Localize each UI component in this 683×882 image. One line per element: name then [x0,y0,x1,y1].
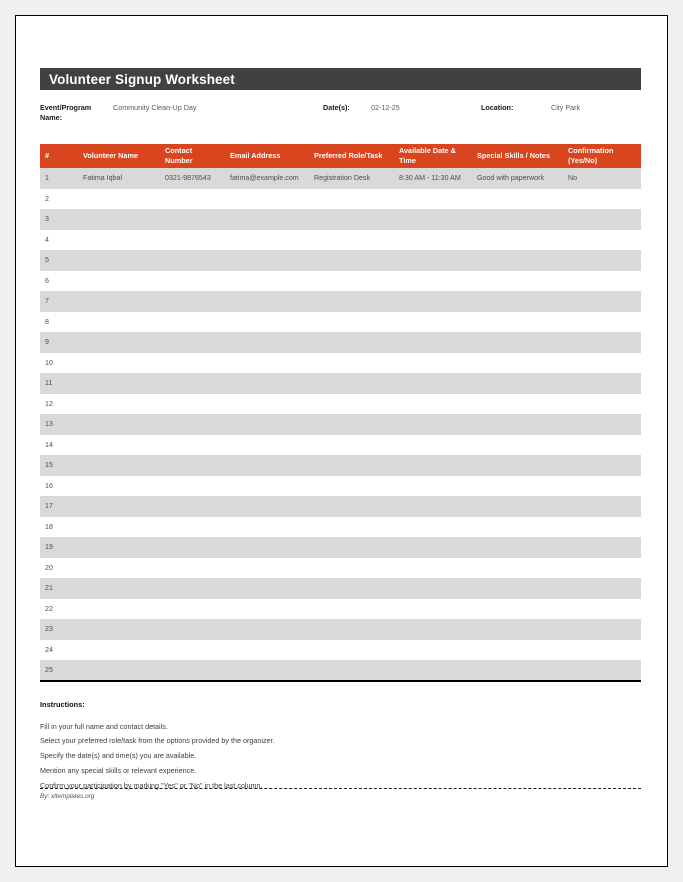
cell-preferred-role[interactable] [309,394,394,415]
cell-preferred-role[interactable] [309,496,394,517]
cell-preferred-role[interactable] [309,455,394,476]
cell-preferred-role[interactable] [309,619,394,640]
cell-email-address[interactable] [225,599,309,620]
cell-email-address[interactable] [225,291,309,312]
page-title: Volunteer Signup Worksheet [49,71,235,87]
cell-email-address[interactable] [225,353,309,374]
cell-special-skills[interactable] [472,250,563,271]
cell-contact-number[interactable] [160,312,225,333]
instruction-line: Confirm your participation by marking "Yes" or "No" in the last column. [40,780,263,790]
cell-special-skills[interactable] [472,373,563,394]
cell-special-skills[interactable] [472,496,563,517]
cell-contact-number[interactable] [160,537,225,558]
cell-confirmation[interactable] [563,209,641,230]
cell-email-address[interactable] [225,558,309,579]
table-row[interactable] [40,578,641,599]
table-row[interactable] [40,660,641,681]
cell-available-time[interactable] [394,414,472,435]
cell-row-number[interactable]: 16 [40,476,78,497]
table-row[interactable] [40,189,641,210]
column-header-volunteer-name: Volunteer Name [78,144,160,168]
column-header-number: # [40,144,78,168]
cell-special-skills[interactable] [472,291,563,312]
table-row[interactable] [40,599,641,620]
cell-contact-number[interactable] [160,230,225,251]
cell-special-skills[interactable] [472,271,563,292]
cell-email-address[interactable] [225,435,309,456]
cell-preferred-role[interactable] [309,271,394,292]
cell-available-time[interactable] [394,271,472,292]
table-row[interactable] [40,496,641,517]
cell-volunteer-name[interactable] [78,517,160,538]
table-row[interactable] [40,517,641,538]
cell-volunteer-name[interactable] [78,353,160,374]
cell-confirmation[interactable] [563,332,641,353]
cell-special-skills[interactable] [472,476,563,497]
cell-available-time[interactable] [394,455,472,476]
cell-available-time[interactable] [394,640,472,661]
cell-available-time[interactable] [394,578,472,599]
table-row[interactable] [40,414,641,435]
footer-divider [40,788,641,789]
instructions-heading: Instructions: [40,699,85,709]
cell-available-time[interactable] [394,558,472,579]
cell-confirmation[interactable]: No [563,168,641,189]
cell-email-address[interactable] [225,619,309,640]
cell-volunteer-name[interactable] [78,209,160,230]
cell-preferred-role[interactable] [309,209,394,230]
cell-confirmation[interactable] [563,230,641,251]
location-value[interactable]: City Park [551,103,581,112]
cell-confirmation[interactable] [563,312,641,333]
cell-special-skills[interactable] [472,353,563,374]
cell-contact-number[interactable] [160,353,225,374]
cell-special-skills[interactable] [472,455,563,476]
cell-email-address[interactable] [225,455,309,476]
cell-volunteer-name[interactable] [78,435,160,456]
cell-row-number[interactable]: 7 [40,291,78,312]
cell-preferred-role[interactable] [309,332,394,353]
cell-row-number[interactable]: 5 [40,250,78,271]
cell-confirmation[interactable] [563,619,641,640]
cell-volunteer-name[interactable] [78,455,160,476]
cell-volunteer-name[interactable] [78,660,160,681]
cell-email-address[interactable] [225,578,309,599]
cell-special-skills[interactable] [472,332,563,353]
cell-available-time[interactable] [394,435,472,456]
table-row[interactable] [40,476,641,497]
cell-confirmation[interactable] [563,455,641,476]
cell-contact-number[interactable] [160,455,225,476]
cell-volunteer-name[interactable] [78,537,160,558]
event-name-value[interactable]: Community Clean-Up Day [113,103,197,112]
table-row[interactable] [40,558,641,579]
event-name-label: Event/Program Name: [40,103,92,123]
cell-volunteer-name[interactable] [78,189,160,210]
cell-contact-number[interactable] [160,394,225,415]
cell-available-time[interactable] [394,209,472,230]
footer-credit: By: xltemplates.org [40,793,95,800]
cell-volunteer-name[interactable] [78,250,160,271]
cell-confirmation[interactable] [563,496,641,517]
cell-email-address[interactable] [225,230,309,251]
cell-available-time[interactable] [394,353,472,374]
instructions-section [40,700,641,792]
cell-available-time[interactable] [394,537,472,558]
cell-email-address[interactable] [225,394,309,415]
cell-row-number[interactable]: 15 [40,455,78,476]
table-row[interactable] [40,312,641,333]
cell-contact-number[interactable] [160,209,225,230]
cell-available-time[interactable] [394,394,472,415]
cell-available-time[interactable]: 8:30 AM - 11:30 AM [394,168,472,189]
cell-available-time[interactable] [394,660,472,681]
cell-email-address[interactable] [225,640,309,661]
cell-special-skills[interactable] [472,640,563,661]
cell-contact-number[interactable] [160,373,225,394]
column-header-special-skills: Special Skills / Notes [472,144,563,168]
cell-email-address[interactable] [225,660,309,681]
table-row[interactable] [40,209,641,230]
table-row[interactable] [40,455,641,476]
cell-available-time[interactable] [394,189,472,210]
cell-row-number[interactable]: 25 [40,660,78,681]
cell-confirmation[interactable] [563,435,641,456]
cell-preferred-role[interactable] [309,558,394,579]
cell-confirmation[interactable] [563,271,641,292]
cell-contact-number[interactable] [160,517,225,538]
cell-confirmation[interactable] [563,476,641,497]
cell-preferred-role[interactable] [309,312,394,333]
cell-confirmation[interactable] [563,660,641,681]
cell-row-number[interactable]: 4 [40,230,78,251]
page-footer [40,788,641,800]
cell-special-skills[interactable]: Good with paperwork [472,168,563,189]
cell-preferred-role[interactable] [309,353,394,374]
cell-contact-number[interactable] [160,332,225,353]
cell-row-number[interactable]: 12 [40,394,78,415]
cell-contact-number[interactable] [160,496,225,517]
cell-preferred-role[interactable] [309,476,394,497]
cell-special-skills[interactable] [472,189,563,210]
table-header-row [40,144,641,168]
cell-preferred-role[interactable] [309,640,394,661]
cell-volunteer-name[interactable] [78,619,160,640]
dates-label: Date(s): [323,103,350,112]
cell-row-number[interactable]: 10 [40,353,78,374]
cell-email-address[interactable] [225,537,309,558]
cell-preferred-role[interactable] [309,435,394,456]
cell-contact-number[interactable] [160,599,225,620]
cell-preferred-role[interactable] [309,189,394,210]
cell-email-address[interactable] [225,189,309,210]
instruction-line: Mention any special skills or relevant experience. [40,765,197,775]
cell-volunteer-name[interactable] [78,373,160,394]
cell-preferred-role[interactable] [309,517,394,538]
cell-email-address[interactable] [225,312,309,333]
cell-volunteer-name[interactable] [78,394,160,415]
cell-preferred-role[interactable] [309,373,394,394]
cell-confirmation[interactable] [563,537,641,558]
volunteer-table [40,144,641,682]
worksheet-page [15,15,668,867]
table-row[interactable] [40,271,641,292]
cell-preferred-role[interactable] [309,291,394,312]
cell-email-address[interactable] [225,271,309,292]
cell-row-number[interactable]: 19 [40,537,78,558]
cell-email-address[interactable]: fatima@example.com [225,168,309,189]
column-header-email-address: Email Address [225,144,309,168]
cell-available-time[interactable] [394,291,472,312]
cell-special-skills[interactable] [472,599,563,620]
document-title-bar [40,68,641,90]
instruction-line: Specify the date(s) and time(s) you are available. [40,751,197,761]
cell-confirmation[interactable] [563,640,641,661]
cell-email-address[interactable] [225,373,309,394]
instruction-line: Fill in your full name and contact details. [40,721,168,731]
dates-value[interactable]: 02-12-25 [371,103,400,112]
cell-email-address[interactable] [225,476,309,497]
volunteer-table-body [40,168,641,681]
cell-special-skills[interactable] [472,414,563,435]
cell-confirmation[interactable] [563,517,641,538]
cell-email-address[interactable] [225,414,309,435]
cell-volunteer-name[interactable] [78,312,160,333]
cell-row-number[interactable]: 9 [40,332,78,353]
table-row[interactable] [40,291,641,312]
cell-confirmation[interactable] [563,599,641,620]
cell-preferred-role[interactable]: Registration Desk [309,168,394,189]
cell-row-number[interactable]: 14 [40,435,78,456]
cell-confirmation[interactable] [563,578,641,599]
cell-special-skills[interactable] [472,558,563,579]
cell-preferred-role[interactable] [309,537,394,558]
cell-available-time[interactable] [394,517,472,538]
cell-volunteer-name[interactable] [78,578,160,599]
cell-available-time[interactable] [394,332,472,353]
table-row[interactable] [40,332,641,353]
cell-preferred-role[interactable] [309,414,394,435]
table-row[interactable] [40,619,641,640]
cell-volunteer-name[interactable]: Fatima Iqbal [78,168,160,189]
cell-row-number[interactable]: 11 [40,373,78,394]
event-meta-row [40,103,641,133]
cell-email-address[interactable] [225,332,309,353]
cell-preferred-role[interactable] [309,660,394,681]
cell-available-time[interactable] [394,230,472,251]
cell-available-time[interactable] [394,496,472,517]
cell-volunteer-name[interactable] [78,476,160,497]
table-row[interactable] [40,435,641,456]
cell-row-number[interactable]: 6 [40,271,78,292]
cell-volunteer-name[interactable] [78,496,160,517]
cell-available-time[interactable] [394,599,472,620]
cell-contact-number[interactable] [160,660,225,681]
cell-confirmation[interactable] [563,189,641,210]
cell-special-skills[interactable] [472,619,563,640]
cell-volunteer-name[interactable] [78,599,160,620]
column-header-preferred-role: Preferred Role/Task [309,144,394,168]
cell-confirmation[interactable] [563,291,641,312]
table-row[interactable] [40,640,641,661]
cell-contact-number[interactable] [160,578,225,599]
cell-confirmation[interactable] [563,353,641,374]
cell-volunteer-name[interactable] [78,230,160,251]
cell-row-number[interactable]: 23 [40,619,78,640]
cell-special-skills[interactable] [472,517,563,538]
instruction-line: Select your preferred role/task from the options provided by the organizer. [40,736,275,746]
column-header-contact-number: Contact Number [160,144,225,168]
table-row[interactable] [40,394,641,415]
table-row[interactable] [40,250,641,271]
cell-contact-number[interactable] [160,271,225,292]
cell-contact-number[interactable] [160,640,225,661]
cell-row-number[interactable]: 22 [40,599,78,620]
cell-confirmation[interactable] [563,558,641,579]
cell-row-number[interactable]: 24 [40,640,78,661]
cell-confirmation[interactable] [563,250,641,271]
instructions-list [40,722,641,792]
cell-row-number[interactable]: 13 [40,414,78,435]
cell-special-skills[interactable] [472,394,563,415]
cell-row-number[interactable]: 8 [40,312,78,333]
cell-volunteer-name[interactable] [78,332,160,353]
cell-row-number[interactable]: 17 [40,496,78,517]
cell-row-number[interactable]: 1 [40,168,78,189]
location-label: Location: [481,103,514,112]
cell-email-address[interactable] [225,517,309,538]
cell-row-number[interactable]: 2 [40,189,78,210]
cell-confirmation[interactable] [563,373,641,394]
cell-row-number[interactable]: 20 [40,558,78,579]
column-header-confirmation: Confirmation (Yes/No) [563,144,641,168]
cell-available-time[interactable] [394,619,472,640]
cell-volunteer-name[interactable] [78,558,160,579]
cell-available-time[interactable] [394,476,472,497]
cell-row-number[interactable]: 18 [40,517,78,538]
cell-volunteer-name[interactable] [78,414,160,435]
cell-contact-number[interactable] [160,435,225,456]
cell-available-time[interactable] [394,250,472,271]
table-row[interactable] [40,230,641,251]
cell-contact-number[interactable] [160,476,225,497]
cell-preferred-role[interactable] [309,230,394,251]
table-row[interactable] [40,373,641,394]
cell-email-address[interactable] [225,209,309,230]
table-row[interactable] [40,168,641,189]
cell-confirmation[interactable] [563,394,641,415]
cell-special-skills[interactable] [472,578,563,599]
cell-contact-number[interactable] [160,414,225,435]
cell-row-number[interactable]: 21 [40,578,78,599]
cell-contact-number[interactable] [160,619,225,640]
cell-confirmation[interactable] [563,414,641,435]
cell-contact-number[interactable]: 0321-9876543 [160,168,225,189]
table-row[interactable] [40,537,641,558]
cell-contact-number[interactable] [160,291,225,312]
cell-volunteer-name[interactable] [78,271,160,292]
cell-email-address[interactable] [225,496,309,517]
cell-contact-number[interactable] [160,189,225,210]
cell-preferred-role[interactable] [309,599,394,620]
cell-special-skills[interactable] [472,312,563,333]
cell-available-time[interactable] [394,312,472,333]
column-header-available-time: Available Date & Time [394,144,472,168]
table-row[interactable] [40,353,641,374]
cell-available-time[interactable] [394,373,472,394]
worksheet-body [40,68,641,795]
cell-contact-number[interactable] [160,558,225,579]
cell-volunteer-name[interactable] [78,640,160,661]
cell-special-skills[interactable] [472,660,563,681]
cell-preferred-role[interactable] [309,578,394,599]
cell-special-skills[interactable] [472,209,563,230]
cell-row-number[interactable]: 3 [40,209,78,230]
cell-email-address[interactable] [225,250,309,271]
cell-special-skills[interactable] [472,435,563,456]
cell-special-skills[interactable] [472,537,563,558]
cell-contact-number[interactable] [160,250,225,271]
cell-volunteer-name[interactable] [78,291,160,312]
cell-preferred-role[interactable] [309,250,394,271]
cell-special-skills[interactable] [472,230,563,251]
